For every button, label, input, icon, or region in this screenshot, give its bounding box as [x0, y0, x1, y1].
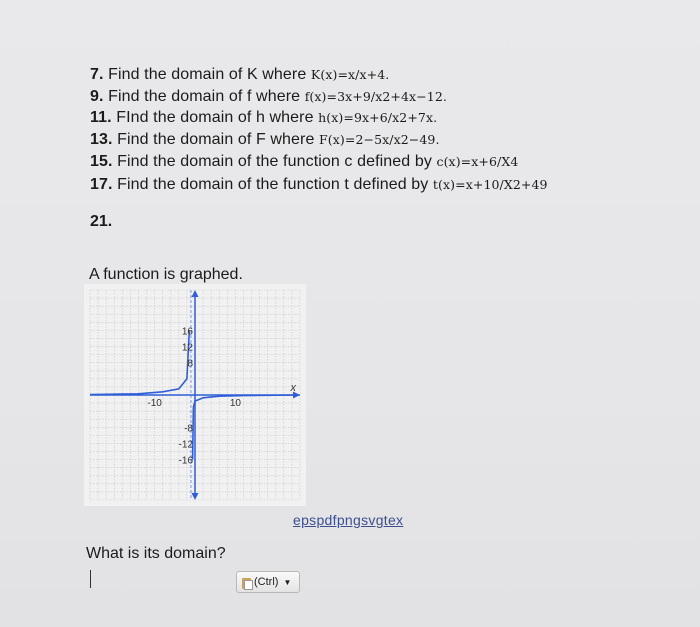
chevron-down-icon: ▼	[283, 577, 292, 587]
y-tick-label-16: 16	[181, 326, 193, 338]
clipboard-icon	[241, 576, 252, 589]
paste-options-button[interactable]	[236, 571, 300, 593]
question-15: 15. Find the domain of the function c defined by c(x)=x+6/X4	[90, 153, 519, 170]
answer-input-cursor[interactable]	[90, 570, 91, 588]
domain-question: What is its domain?	[86, 545, 226, 562]
question-11: 11. FInd the domain of h where h(x)=9x+6/x2+7x.	[90, 109, 438, 126]
y-tick-label-12: 12	[181, 342, 193, 354]
x-axis-label: x	[290, 382, 296, 394]
y-tick-label-neg8: -8	[184, 423, 193, 435]
question-7: 7. Find the domain of K where K(x)=x/x+4.	[90, 66, 390, 83]
paste-button-label: (Ctrl)	[254, 576, 279, 588]
y-tick-label-neg12: -12	[178, 439, 193, 451]
graph-format-links[interactable]: epspdfpngsvgtex	[293, 512, 404, 528]
question-13: 13. Find the domain of F where F(x)=2−5x/x2−49.	[90, 131, 440, 148]
graph-title: A function is graphed.	[89, 266, 243, 283]
y-tick-label-8: 8	[187, 358, 193, 370]
question-17: 17. Find the domain of the function t defined by t(x)=x+10/X2+49	[90, 176, 548, 193]
x-tick-label-10: 10	[229, 398, 241, 409]
problem-21-number: 21.	[90, 213, 113, 230]
function-graph	[84, 284, 306, 506]
x-tick-label-neg10: -10	[147, 398, 162, 409]
question-9: 9. Find the domain of f where f(x)=3x+9/x2+4x−12.	[90, 88, 447, 105]
y-tick-label-neg16: -16	[178, 455, 193, 467]
